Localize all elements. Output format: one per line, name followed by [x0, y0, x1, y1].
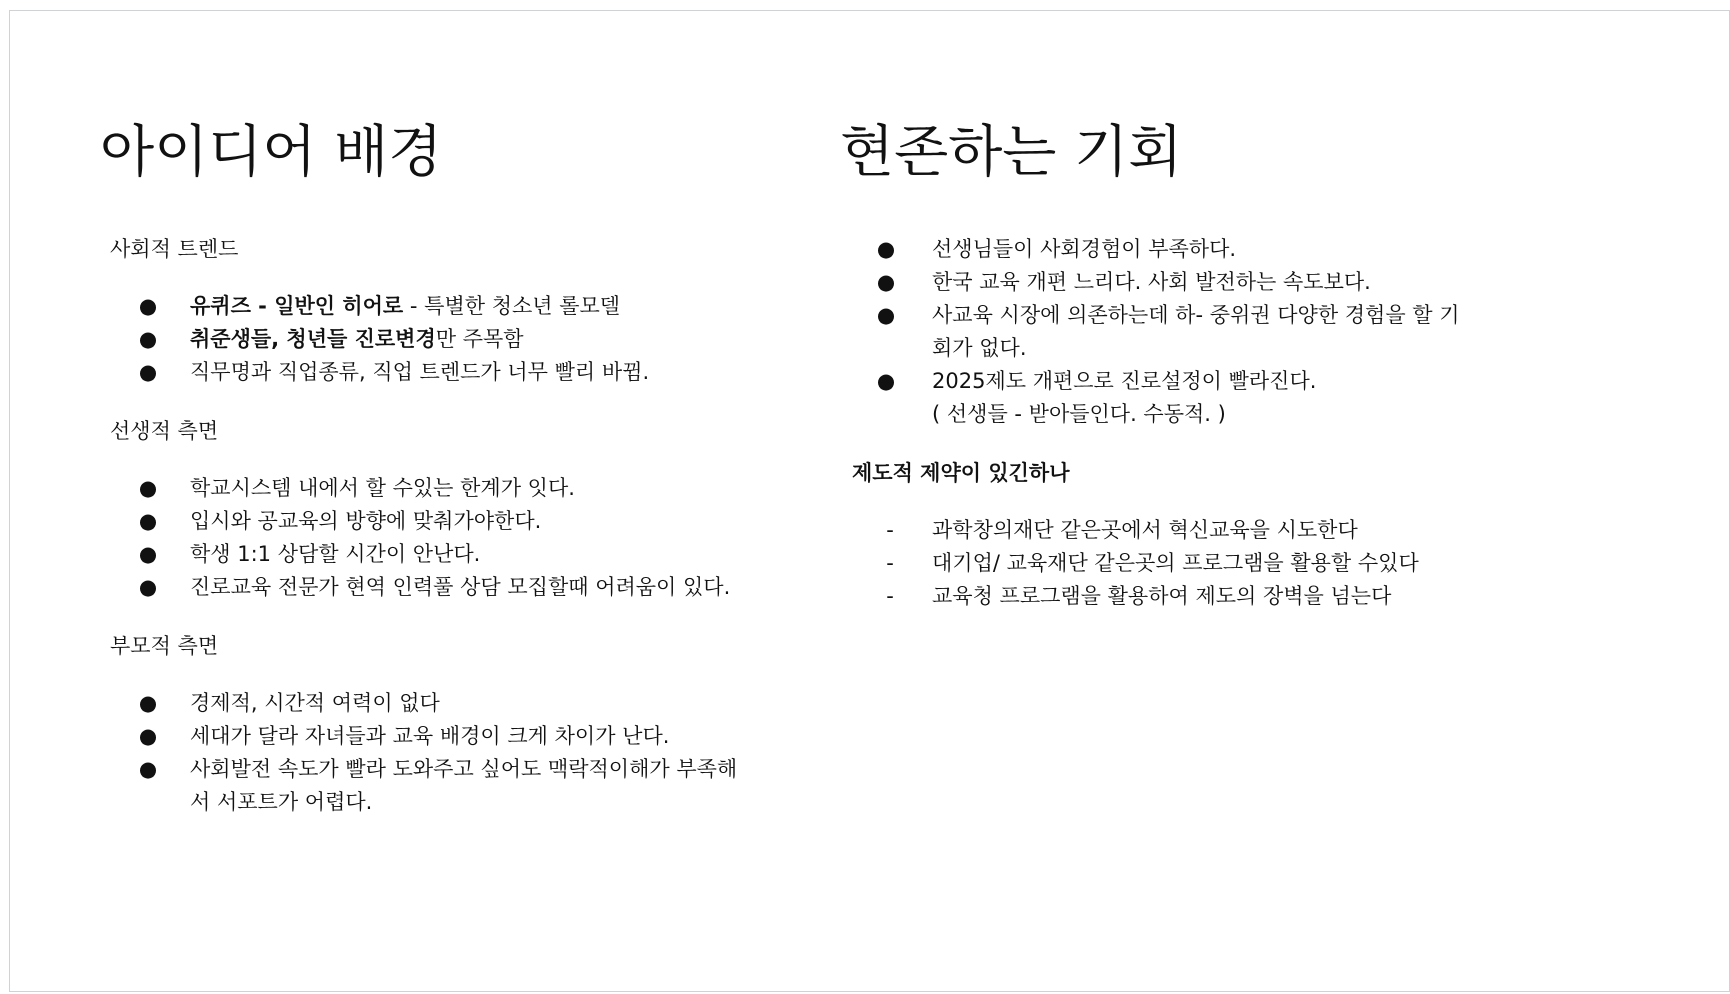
item-text: 학생 1:1 상담할 시간이 안난다. — [190, 542, 481, 566]
list-item — [840, 547, 1600, 580]
item-text: 입시와 공교육의 방향에 맞춰가야한다. — [190, 509, 542, 533]
bullet-icon: ● — [138, 476, 158, 500]
bullet-icon: ● — [138, 542, 158, 566]
bullet-icon: ● — [138, 691, 158, 715]
slide-canvas — [9, 10, 1730, 992]
bullet-icon: ● — [138, 360, 158, 384]
item-text: 한국 교육 개편 느리다. 사회 발전하는 속도보다. — [932, 270, 1371, 294]
item-text: 사회발전 속도가 빨라 도와주고 싶어도 맥락적이해가 부족해서 서포트가 어렵다. — [190, 757, 738, 814]
list-item — [840, 233, 1600, 266]
list-item — [840, 266, 1600, 299]
bullet-icon: ● — [138, 724, 158, 748]
bullet-icon: ● — [876, 237, 896, 261]
right-content[interactable] — [840, 233, 1600, 613]
section-heading-social: 사회적 트렌드 — [110, 237, 239, 261]
item-text: 교육청 프로그램을 활용하여 제도의 장벽을 넘는다 — [932, 584, 1392, 608]
item-text: - 특별한 청소년 롤모델 — [403, 294, 621, 318]
list-item — [110, 356, 800, 389]
item-bold-text: 취준생들, 청년들 진로변경 — [190, 327, 436, 351]
list-item — [110, 538, 800, 571]
left-content[interactable] — [110, 233, 800, 819]
bullet-icon: ● — [138, 327, 158, 351]
list-item — [110, 323, 800, 356]
bullet-icon: ● — [138, 757, 158, 781]
list-item — [840, 299, 1600, 365]
list-item — [840, 514, 1600, 547]
list-item — [840, 365, 1600, 431]
left-title[interactable]: 아이디어 배경 — [100, 120, 443, 185]
item-text: 학교시스템 내에서 할 수있는 한계가 잇다. — [190, 476, 575, 500]
opportunity-list — [840, 233, 1600, 431]
list-item — [840, 580, 1600, 613]
item-text: 직무명과 직업종류, 직업 트렌드가 너무 빨리 바뀜. — [190, 360, 650, 384]
list-item — [110, 472, 800, 505]
teacher-aspect-list — [110, 472, 800, 604]
bullet-icon: ● — [876, 369, 896, 393]
item-text: 사교육 시장에 의존하는데 하- 중위권 다양한 경험을 할 기회가 없다. — [932, 303, 1460, 360]
bullet-icon: ● — [876, 303, 896, 327]
item-text: 2025제도 개편으로 진로설정이 빨라진다. — [932, 369, 1317, 393]
list-item — [110, 720, 800, 753]
dash-icon: - — [886, 518, 894, 542]
item-bold-text: 유퀴즈 - 일반인 히어로 — [190, 294, 404, 318]
item-text-continuation: ( 선생들 - 받아들인다. 수동적. ) — [932, 402, 1226, 426]
social-trend-list — [110, 290, 800, 389]
item-text: 대기업/ 교육재단 같은곳의 프로그램을 활용할 수있다 — [932, 551, 1419, 575]
bullet-icon: ● — [138, 294, 158, 318]
section-heading-parent: 부모적 측면 — [110, 634, 219, 658]
constraint-list — [840, 514, 1600, 613]
item-text: 경제적, 시간적 여력이 없다 — [190, 691, 440, 715]
dash-icon: - — [886, 551, 894, 575]
bullet-icon: ● — [876, 270, 896, 294]
list-item — [110, 687, 800, 720]
bullet-icon: ● — [138, 575, 158, 599]
list-item — [110, 753, 800, 819]
item-text: 세대가 달라 자녀들과 교육 배경이 크게 차이가 난다. — [190, 724, 670, 748]
constraint-heading: 제도적 제약이 있긴하나 — [852, 461, 1070, 485]
item-text: 선생님들이 사회경험이 부족하다. — [932, 237, 1237, 261]
section-heading-teacher: 선생적 측면 — [110, 419, 219, 443]
list-item — [110, 290, 800, 323]
item-text: 진로교육 전문가 현역 인력풀 상담 모집할때 어려움이 있다. — [190, 575, 731, 599]
list-item — [110, 571, 800, 604]
bullet-icon: ● — [138, 509, 158, 533]
item-text: 만 주목함 — [435, 327, 524, 351]
right-title[interactable]: 현존하는 기회 — [840, 120, 1183, 185]
list-item — [110, 505, 800, 538]
parent-aspect-list — [110, 687, 800, 819]
dash-icon: - — [886, 584, 894, 608]
item-text: 과학창의재단 같은곳에서 혁신교육을 시도한다 — [932, 518, 1358, 542]
